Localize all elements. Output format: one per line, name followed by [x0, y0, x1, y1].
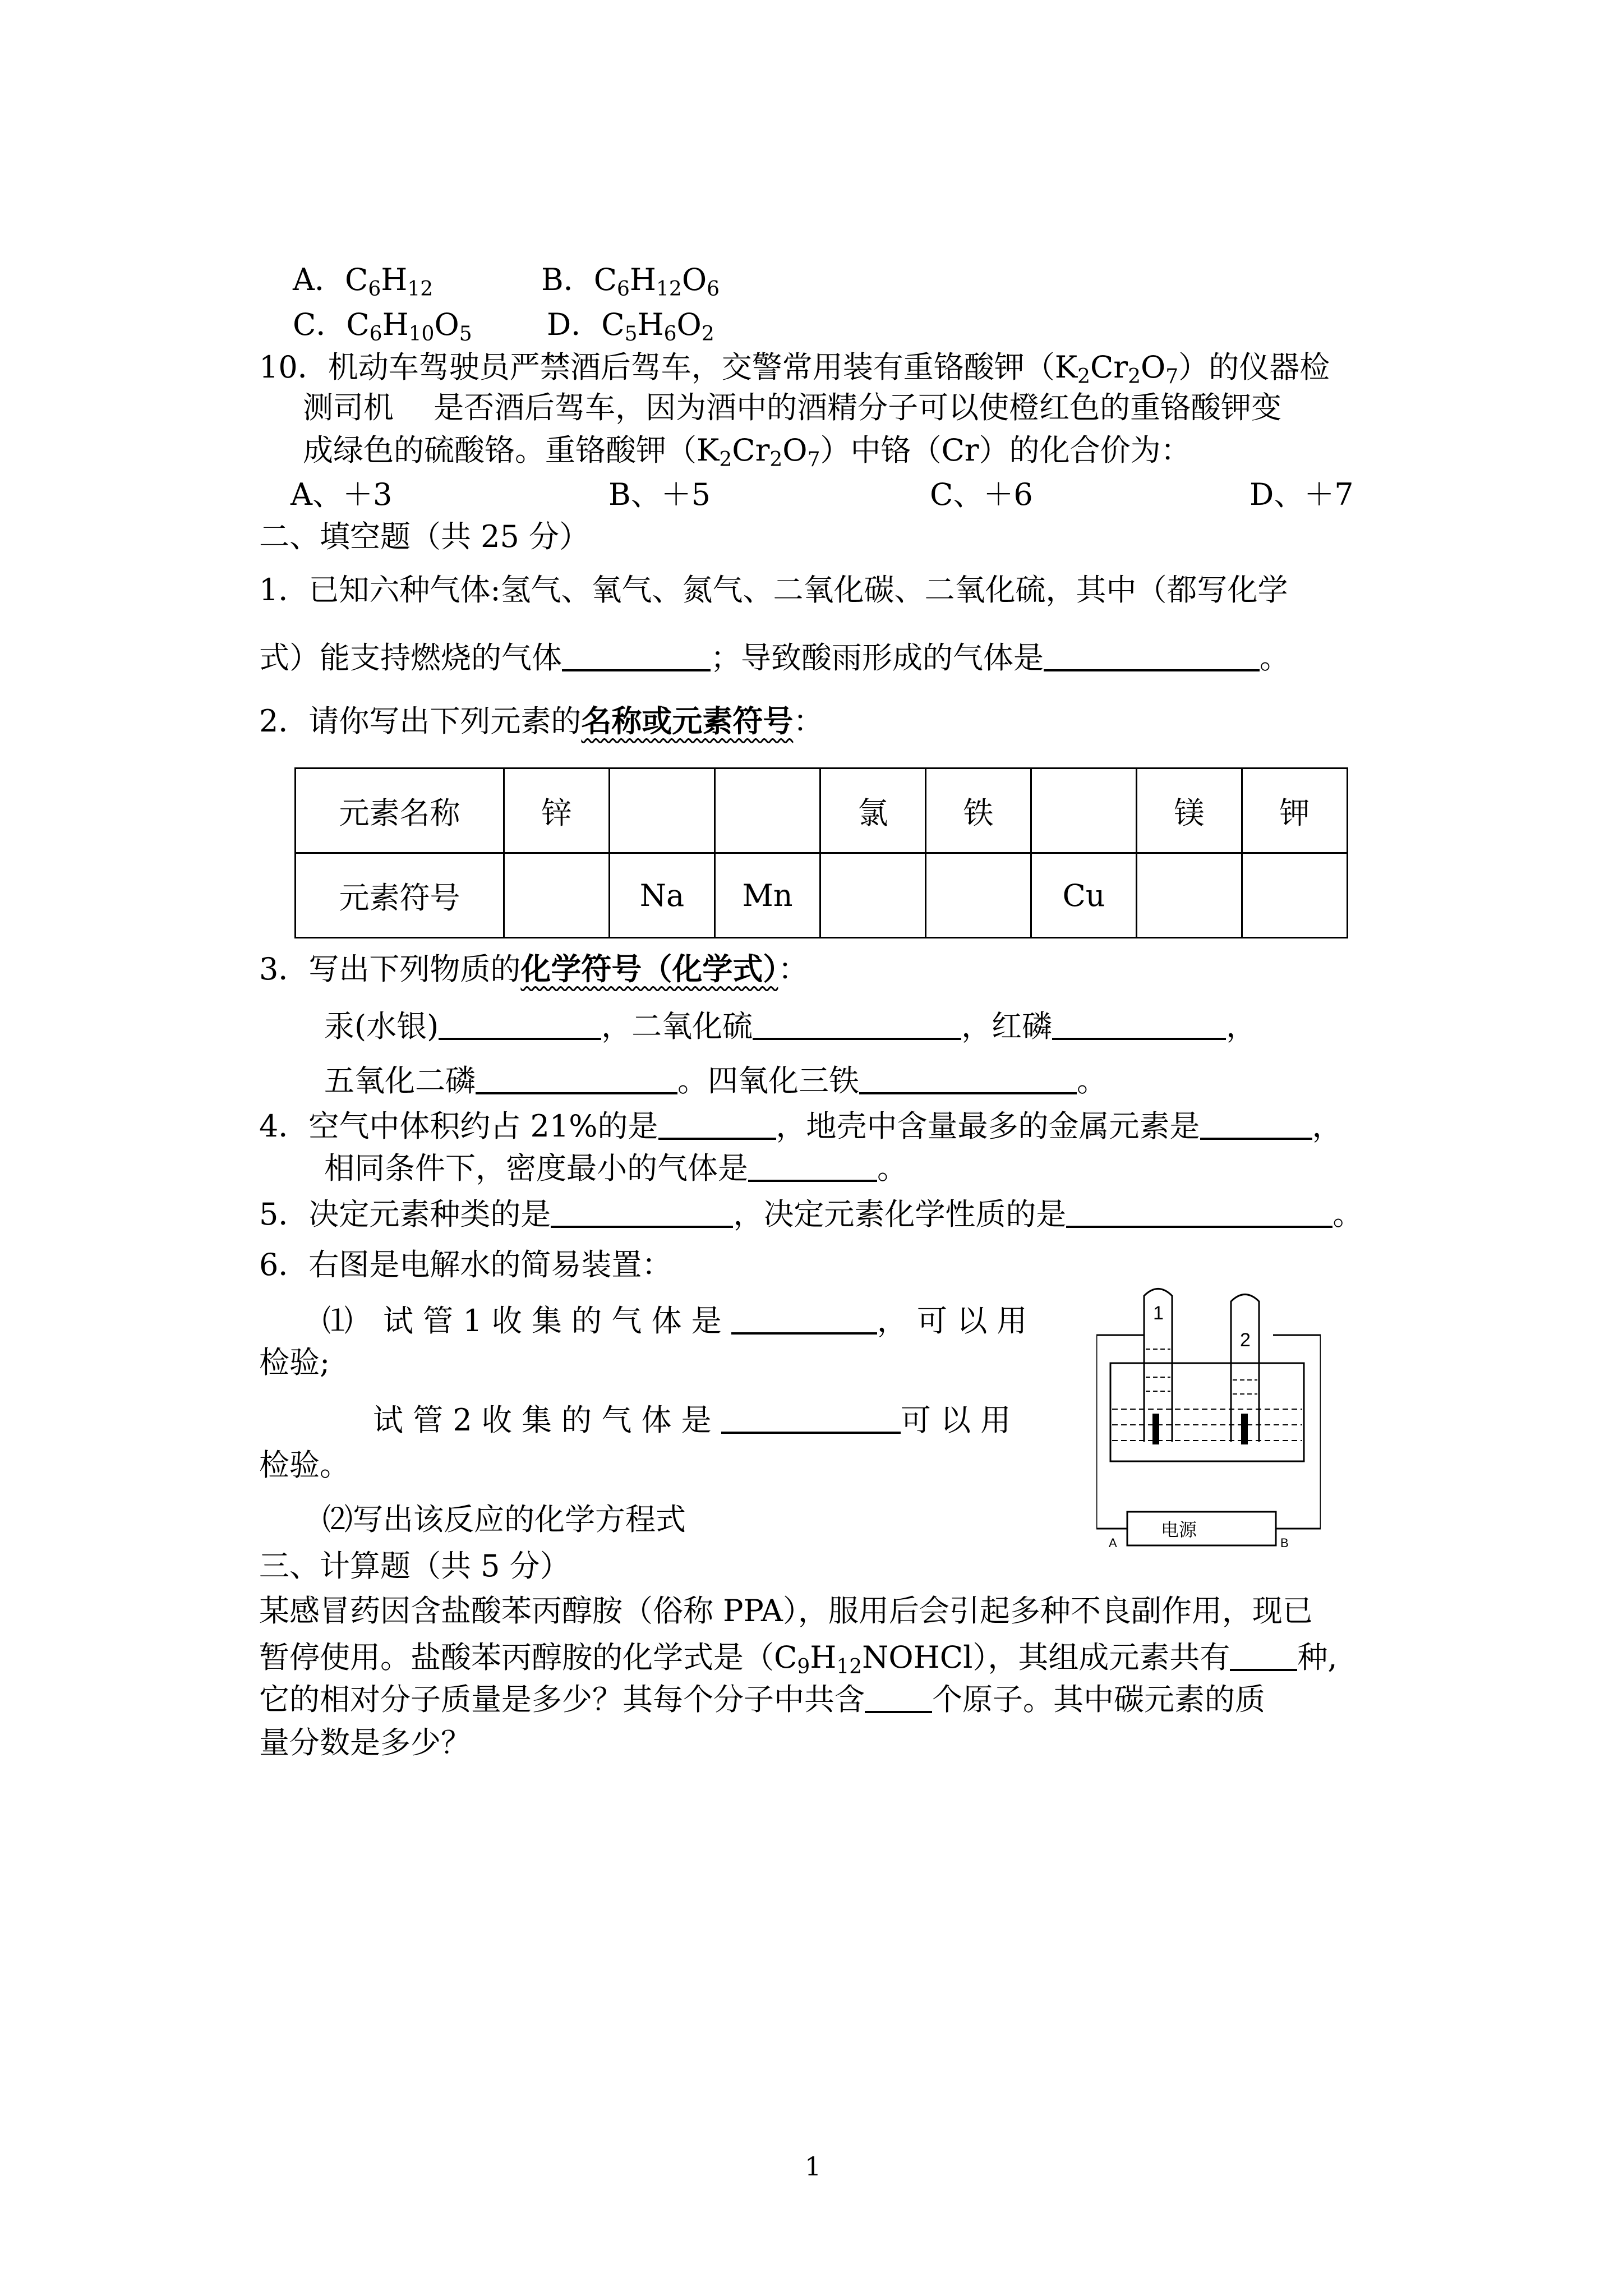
tube-1-label: 1	[1153, 1303, 1164, 1324]
q10-line1: 10．机动车驾驶员严禁酒后驾车，交警常用装有重铬酸钾$(K_2Cr_2O_7)$的仪器检	[259, 349, 1330, 388]
electrode-right	[1241, 1414, 1248, 1444]
table-cell: Na	[610, 853, 715, 938]
q6-line2: 检验;	[259, 1345, 330, 1380]
water-trough	[1110, 1363, 1304, 1461]
table-cell: 铁	[926, 769, 1031, 853]
emphasis-text: 化学符号（化学式）	[520, 951, 778, 987]
q3-line2: 五氧化二磷 。四氧化三铁 。	[324, 1063, 1107, 1098]
answer-blank[interactable]	[1052, 1010, 1226, 1040]
terminal-a: A	[1109, 1536, 1117, 1548]
emphasis-text: 名称或元素符号	[581, 703, 794, 739]
section3-line4: 量分数是多少？	[259, 1725, 471, 1760]
table-cell[interactable]	[1137, 853, 1242, 938]
table-header-cell: 元素符号	[296, 853, 504, 938]
terminal-b: B	[1280, 1536, 1289, 1548]
answer-blank[interactable]	[748, 1152, 877, 1182]
wire-right	[1276, 1335, 1321, 1529]
table-cell[interactable]	[1242, 853, 1348, 938]
q5-line: 5．决定元素种类的是 ，决定元素化学性质的是 。	[259, 1197, 1363, 1232]
q4-line1: 4．空气中体积约占 21%的是 ，地壳中含量最多的金属元素是 ，	[259, 1108, 1343, 1144]
q2-line: 2．请你写出下列元素的名称或元素符号：	[259, 703, 824, 739]
answer-blank[interactable]	[865, 1683, 932, 1713]
q10-line2: 测司机 是否酒后驾车，因为酒中的酒精分子可以使橙红色的重铬酸钾变	[303, 390, 1282, 425]
q3-line1: 汞(水银) ，二氧化硫 ，红磷 ，	[324, 1009, 1257, 1044]
table-cell: 镁	[1137, 769, 1242, 853]
answer-blank[interactable]	[1066, 1198, 1332, 1228]
power-supply	[1127, 1512, 1276, 1545]
q6-line1: ⑴ 试 管 1 收 集 的 气 体 是 ， 可 以 用	[322, 1303, 1027, 1338]
q10-option-c: C、＋6	[930, 477, 1033, 512]
section2-title: 二、填空题（共 25 分）	[259, 519, 590, 554]
q10-option-d: D、＋7	[1249, 477, 1354, 512]
q1-line1: 1．已知六种气体:氢气、氧气、氮气、二氧化碳、二氧化硫，其中（都写化学	[259, 572, 1288, 608]
q4-line2: 相同条件下，密度最小的气体是 。	[324, 1151, 907, 1186]
table-cell[interactable]	[610, 769, 715, 853]
table-cell[interactable]	[820, 853, 926, 938]
table-cell: Mn	[715, 853, 820, 938]
table-header-cell: 元素名称	[296, 769, 504, 853]
table-cell: 钾	[1242, 769, 1348, 853]
q9-option-c: C．$C_6H_{10}O_5$	[293, 307, 472, 346]
answer-blank[interactable]	[731, 1304, 877, 1335]
answer-blank[interactable]	[859, 1064, 1077, 1094]
table-cell: Cu	[1031, 853, 1137, 938]
wire-left	[1096, 1335, 1127, 1529]
answer-blank[interactable]	[476, 1064, 677, 1094]
answer-blank[interactable]	[658, 1110, 776, 1140]
answer-blank[interactable]	[753, 1010, 961, 1040]
q3-line: 3．写出下列物质的化学符号（化学式）：	[259, 951, 809, 987]
page-number: 1	[805, 2151, 822, 2182]
q9-option-a: A．$C_6H_{12}$	[293, 262, 434, 301]
q9-option-d: D．$C_5H_6O_2$	[547, 307, 714, 346]
table-cell[interactable]	[1031, 769, 1137, 853]
table-cell[interactable]	[926, 853, 1031, 938]
electrode-left	[1152, 1414, 1159, 1444]
table-cell: 氯	[820, 769, 926, 853]
table-cell: 锌	[504, 769, 610, 853]
q9-option-b: B．$C_6H_{12}O_6$	[541, 262, 720, 301]
section3-line1: 某感冒药因含盐酸苯丙醇胺（俗称 PPA），服用后会引起多种不良副作用，现已	[259, 1593, 1313, 1628]
table-row	[296, 853, 1348, 938]
section3-line2: 暂停使用。盐酸苯丙醇胺的化学式是$(C_9H_{12}NOHCl)$，其组成元素共有 种,	[259, 1640, 1338, 1678]
q10-option-a: A、＋3	[291, 477, 393, 512]
answer-blank[interactable]	[1044, 641, 1260, 671]
q1-line2: 式）能支持燃烧的气体 ；导致酸雨形成的气体是 。	[259, 640, 1290, 675]
q6-line5: ⑵写出该反应的化学方程式	[322, 1502, 686, 1537]
answer-blank[interactable]	[721, 1404, 901, 1434]
q6-line3: 试 管 2 收 集 的 气 体 是 可 以 用	[373, 1402, 1011, 1438]
q6-line4: 检验。	[259, 1447, 350, 1483]
electrolysis-diagram	[1096, 1279, 1321, 1548]
q10-option-b: B、＋5	[608, 477, 711, 512]
answer-blank[interactable]	[1230, 1641, 1297, 1671]
answer-blank[interactable]	[551, 1198, 733, 1228]
answer-blank[interactable]	[439, 1010, 601, 1040]
tube-2-label: 2	[1240, 1329, 1251, 1351]
answer-blank[interactable]	[1200, 1110, 1312, 1140]
table-cell[interactable]	[715, 769, 820, 853]
q10-line3: 成绿色的硫酸铬。重铬酸钾$(K_2Cr_2O_7)$中铬（Cr）的化合价为：	[303, 432, 1191, 471]
table-row	[296, 769, 1348, 853]
section3-title: 三、计算题（共 5 分）	[259, 1548, 570, 1584]
power-label: 电源	[1161, 1519, 1197, 1540]
table-cell[interactable]	[504, 853, 610, 938]
element-table	[294, 767, 1348, 938]
answer-blank[interactable]	[562, 641, 711, 671]
q6-title: 6．右图是电解水的简易装置：	[259, 1247, 672, 1282]
section3-line3: 它的相对分子质量是多少？其每个分子中共含 个原子。其中碳元素的质	[259, 1682, 1265, 1717]
